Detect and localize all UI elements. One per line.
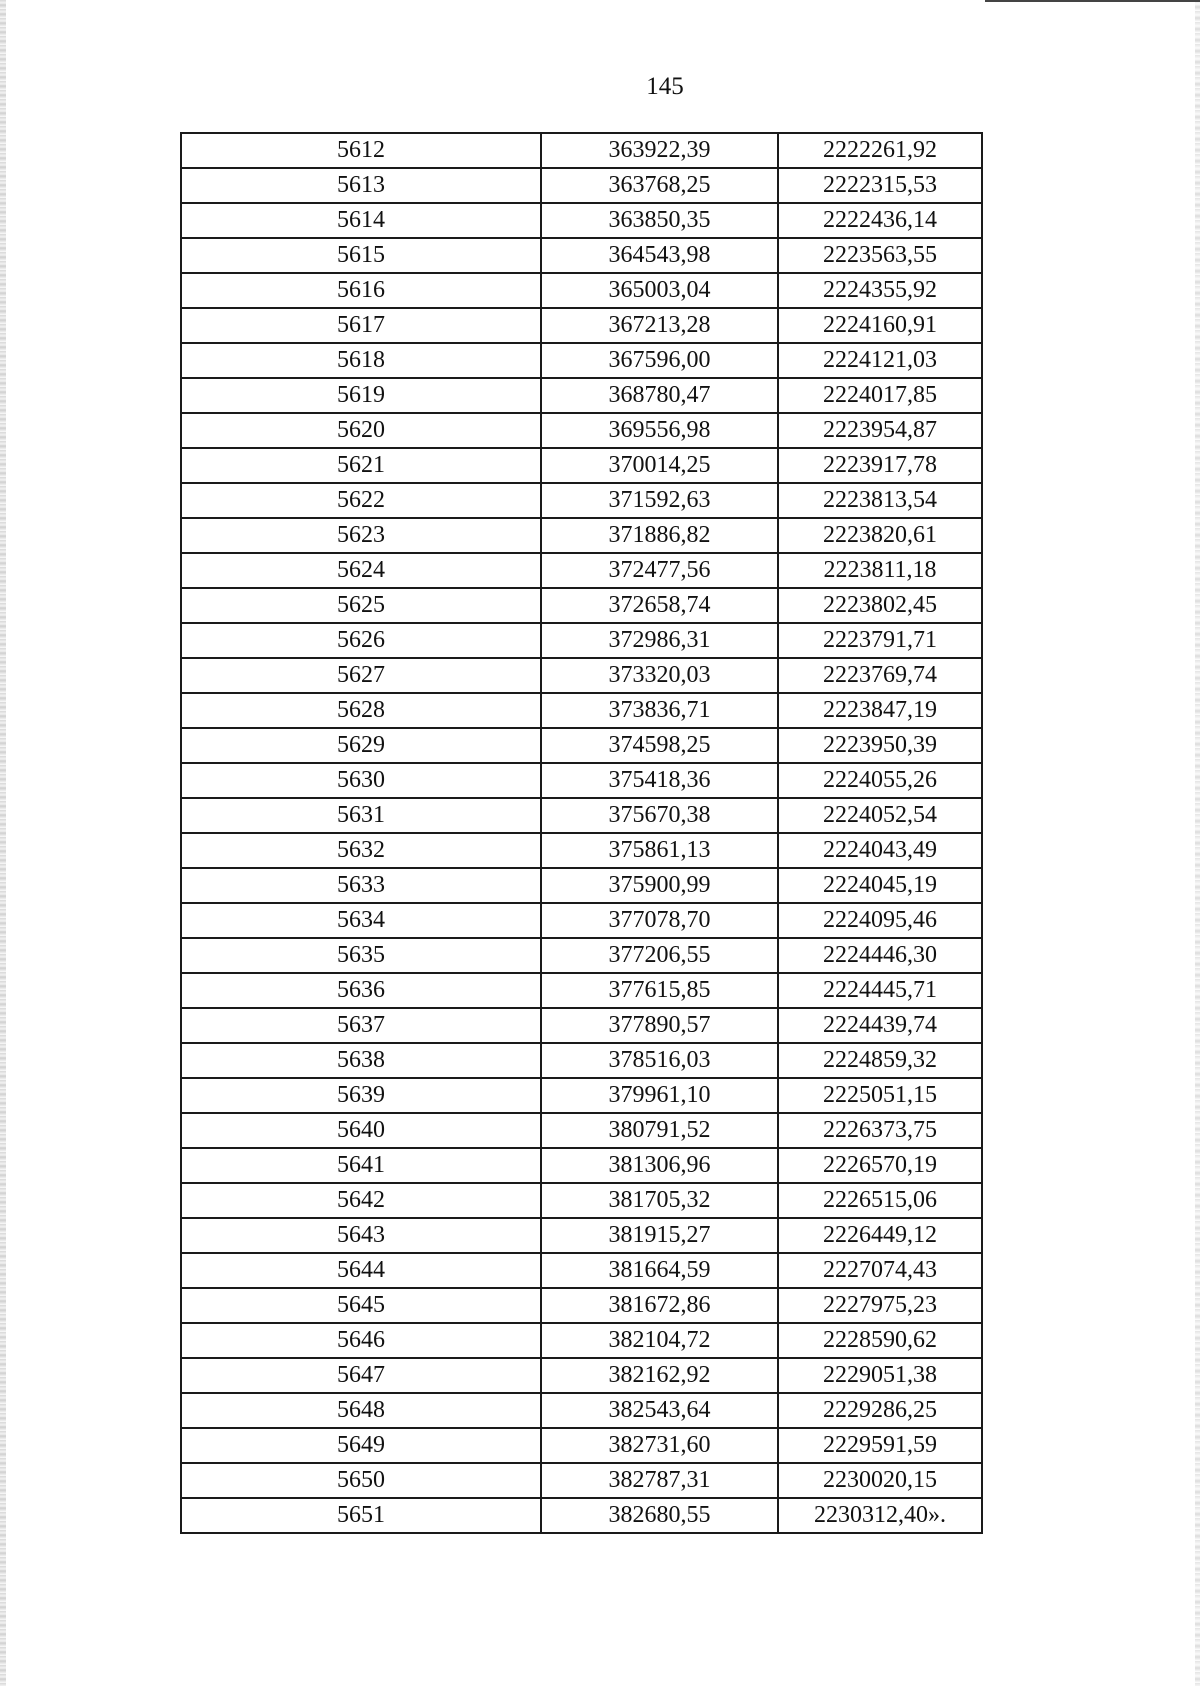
x-coordinate-cell: 375670,38 (541, 798, 778, 833)
point-number-cell: 5632 (181, 833, 541, 868)
point-number-cell: 5617 (181, 308, 541, 343)
point-number-cell: 5615 (181, 238, 541, 273)
y-coordinate-cell: 2230312,40». (778, 1498, 982, 1533)
x-coordinate-cell: 380791,52 (541, 1113, 778, 1148)
point-number-cell: 5639 (181, 1078, 541, 1113)
table-row (181, 973, 982, 1008)
point-number-cell: 5630 (181, 763, 541, 798)
point-number-cell: 5647 (181, 1358, 541, 1393)
x-coordinate-cell: 379961,10 (541, 1078, 778, 1113)
point-number-cell: 5641 (181, 1148, 541, 1183)
point-number-cell: 5637 (181, 1008, 541, 1043)
y-coordinate-cell: 2224355,92 (778, 273, 982, 308)
table-row (181, 938, 982, 973)
table-row (181, 238, 982, 273)
point-number-cell: 5619 (181, 378, 541, 413)
point-number-cell: 5643 (181, 1218, 541, 1253)
y-coordinate-cell: 2223954,87 (778, 413, 982, 448)
table-row (181, 868, 982, 903)
y-coordinate-cell: 2223847,19 (778, 693, 982, 728)
x-coordinate-cell: 373320,03 (541, 658, 778, 693)
table-row (181, 728, 982, 763)
x-coordinate-cell: 377890,57 (541, 1008, 778, 1043)
table-row (181, 1288, 982, 1323)
x-coordinate-cell: 369556,98 (541, 413, 778, 448)
point-number-cell: 5651 (181, 1498, 541, 1533)
point-number-cell: 5649 (181, 1428, 541, 1463)
y-coordinate-cell: 2224045,19 (778, 868, 982, 903)
point-number-cell: 5650 (181, 1463, 541, 1498)
table-row (181, 1463, 982, 1498)
point-number-cell: 5646 (181, 1323, 541, 1358)
x-coordinate-cell: 372986,31 (541, 623, 778, 658)
y-coordinate-cell: 2223563,55 (778, 238, 982, 273)
table-row (181, 1393, 982, 1428)
x-coordinate-cell: 375418,36 (541, 763, 778, 798)
x-coordinate-cell: 375900,99 (541, 868, 778, 903)
x-coordinate-cell: 377206,55 (541, 938, 778, 973)
table-row (181, 833, 982, 868)
y-coordinate-cell: 2224095,46 (778, 903, 982, 938)
y-coordinate-cell: 2224052,54 (778, 798, 982, 833)
point-number-cell: 5645 (181, 1288, 541, 1323)
point-number-cell: 5629 (181, 728, 541, 763)
table-row (181, 378, 982, 413)
y-coordinate-cell: 2223813,54 (778, 483, 982, 518)
x-coordinate-cell: 363922,39 (541, 133, 778, 168)
table-row (181, 273, 982, 308)
point-number-cell: 5616 (181, 273, 541, 308)
x-coordinate-cell: 382104,72 (541, 1323, 778, 1358)
x-coordinate-cell: 381306,96 (541, 1148, 778, 1183)
table-row (181, 518, 982, 553)
table-row (181, 588, 982, 623)
point-number-cell: 5618 (181, 343, 541, 378)
x-coordinate-cell: 371592,63 (541, 483, 778, 518)
y-coordinate-cell: 2230020,15 (778, 1463, 982, 1498)
point-number-cell: 5636 (181, 973, 541, 1008)
x-coordinate-cell: 378516,03 (541, 1043, 778, 1078)
point-number-cell: 5634 (181, 903, 541, 938)
x-coordinate-cell: 370014,25 (541, 448, 778, 483)
table-row (181, 133, 982, 168)
point-number-cell: 5620 (181, 413, 541, 448)
y-coordinate-cell: 2229591,59 (778, 1428, 982, 1463)
y-coordinate-cell: 2229051,38 (778, 1358, 982, 1393)
table-row (181, 1253, 982, 1288)
scan-edge-right (1195, 0, 1200, 1686)
y-coordinate-cell: 2224121,03 (778, 343, 982, 378)
y-coordinate-cell: 2224439,74 (778, 1008, 982, 1043)
x-coordinate-cell: 367213,28 (541, 308, 778, 343)
y-coordinate-cell: 2223769,74 (778, 658, 982, 693)
y-coordinate-cell: 2225051,15 (778, 1078, 982, 1113)
x-coordinate-cell: 381672,86 (541, 1288, 778, 1323)
x-coordinate-cell: 363768,25 (541, 168, 778, 203)
x-coordinate-cell: 368780,47 (541, 378, 778, 413)
point-number-cell: 5622 (181, 483, 541, 518)
y-coordinate-cell: 2226570,19 (778, 1148, 982, 1183)
table-row (181, 1428, 982, 1463)
y-coordinate-cell: 2228590,62 (778, 1323, 982, 1358)
x-coordinate-cell: 373836,71 (541, 693, 778, 728)
y-coordinate-cell: 2223917,78 (778, 448, 982, 483)
y-coordinate-cell: 2227975,23 (778, 1288, 982, 1323)
point-number-cell: 5648 (181, 1393, 541, 1428)
x-coordinate-cell: 382731,60 (541, 1428, 778, 1463)
y-coordinate-cell: 2229286,25 (778, 1393, 982, 1428)
table-row (181, 763, 982, 798)
point-number-cell: 5640 (181, 1113, 541, 1148)
table-row (181, 1498, 982, 1533)
table-row (181, 903, 982, 938)
x-coordinate-cell: 382543,64 (541, 1393, 778, 1428)
x-coordinate-cell: 382162,92 (541, 1358, 778, 1393)
point-number-cell: 5627 (181, 658, 541, 693)
x-coordinate-cell: 365003,04 (541, 273, 778, 308)
y-coordinate-cell: 2224017,85 (778, 378, 982, 413)
x-coordinate-cell: 382680,55 (541, 1498, 778, 1533)
table-row (181, 1008, 982, 1043)
table-row (181, 798, 982, 833)
x-coordinate-cell: 372658,74 (541, 588, 778, 623)
table-row (181, 168, 982, 203)
coordinates-table (180, 132, 983, 1534)
table-row (181, 1078, 982, 1113)
x-coordinate-cell: 374598,25 (541, 728, 778, 763)
point-number-cell: 5614 (181, 203, 541, 238)
x-coordinate-cell: 363850,35 (541, 203, 778, 238)
table-row (181, 343, 982, 378)
point-number-cell: 5628 (181, 693, 541, 728)
scan-top-line (985, 0, 1200, 2)
table-row (181, 623, 982, 658)
point-number-cell: 5624 (181, 553, 541, 588)
table-row (181, 693, 982, 728)
x-coordinate-cell: 367596,00 (541, 343, 778, 378)
y-coordinate-cell: 2223820,61 (778, 518, 982, 553)
point-number-cell: 5626 (181, 623, 541, 658)
y-coordinate-cell: 2226373,75 (778, 1113, 982, 1148)
y-coordinate-cell: 2224445,71 (778, 973, 982, 1008)
point-number-cell: 5613 (181, 168, 541, 203)
x-coordinate-cell: 364543,98 (541, 238, 778, 273)
x-coordinate-cell: 381664,59 (541, 1253, 778, 1288)
y-coordinate-cell: 2224446,30 (778, 938, 982, 973)
x-coordinate-cell: 377615,85 (541, 973, 778, 1008)
table-row (181, 308, 982, 343)
table-row (181, 448, 982, 483)
point-number-cell: 5642 (181, 1183, 541, 1218)
page-number: 145 (646, 73, 684, 100)
table-row (181, 1148, 982, 1183)
table-row (181, 1113, 982, 1148)
y-coordinate-cell: 2223811,18 (778, 553, 982, 588)
coordinates-table-body (181, 133, 982, 1533)
y-coordinate-cell: 2226449,12 (778, 1218, 982, 1253)
table-row (181, 1323, 982, 1358)
point-number-cell: 5625 (181, 588, 541, 623)
point-number-cell: 5633 (181, 868, 541, 903)
y-coordinate-cell: 2226515,06 (778, 1183, 982, 1218)
scan-edge-left (0, 0, 6, 1686)
y-coordinate-cell: 2222436,14 (778, 203, 982, 238)
table-row (181, 1183, 982, 1218)
table-row (181, 658, 982, 693)
y-coordinate-cell: 2222315,53 (778, 168, 982, 203)
y-coordinate-cell: 2224055,26 (778, 763, 982, 798)
x-coordinate-cell: 382787,31 (541, 1463, 778, 1498)
x-coordinate-cell: 381705,32 (541, 1183, 778, 1218)
y-coordinate-cell: 2223950,39 (778, 728, 982, 763)
table-row (181, 413, 982, 448)
point-number-cell: 5631 (181, 798, 541, 833)
x-coordinate-cell: 372477,56 (541, 553, 778, 588)
point-number-cell: 5638 (181, 1043, 541, 1078)
table-row (181, 483, 982, 518)
point-number-cell: 5621 (181, 448, 541, 483)
table-row (181, 1043, 982, 1078)
y-coordinate-cell: 2227074,43 (778, 1253, 982, 1288)
table-row (181, 553, 982, 588)
y-coordinate-cell: 2223802,45 (778, 588, 982, 623)
y-coordinate-cell: 2223791,71 (778, 623, 982, 658)
table-row (181, 1358, 982, 1393)
table-row (181, 1218, 982, 1253)
point-number-cell: 5623 (181, 518, 541, 553)
point-number-cell: 5635 (181, 938, 541, 973)
point-number-cell: 5644 (181, 1253, 541, 1288)
y-coordinate-cell: 2224859,32 (778, 1043, 982, 1078)
x-coordinate-cell: 377078,70 (541, 903, 778, 938)
x-coordinate-cell: 381915,27 (541, 1218, 778, 1253)
table-row (181, 203, 982, 238)
point-number-cell: 5612 (181, 133, 541, 168)
x-coordinate-cell: 371886,82 (541, 518, 778, 553)
y-coordinate-cell: 2222261,92 (778, 133, 982, 168)
y-coordinate-cell: 2224160,91 (778, 308, 982, 343)
y-coordinate-cell: 2224043,49 (778, 833, 982, 868)
x-coordinate-cell: 375861,13 (541, 833, 778, 868)
